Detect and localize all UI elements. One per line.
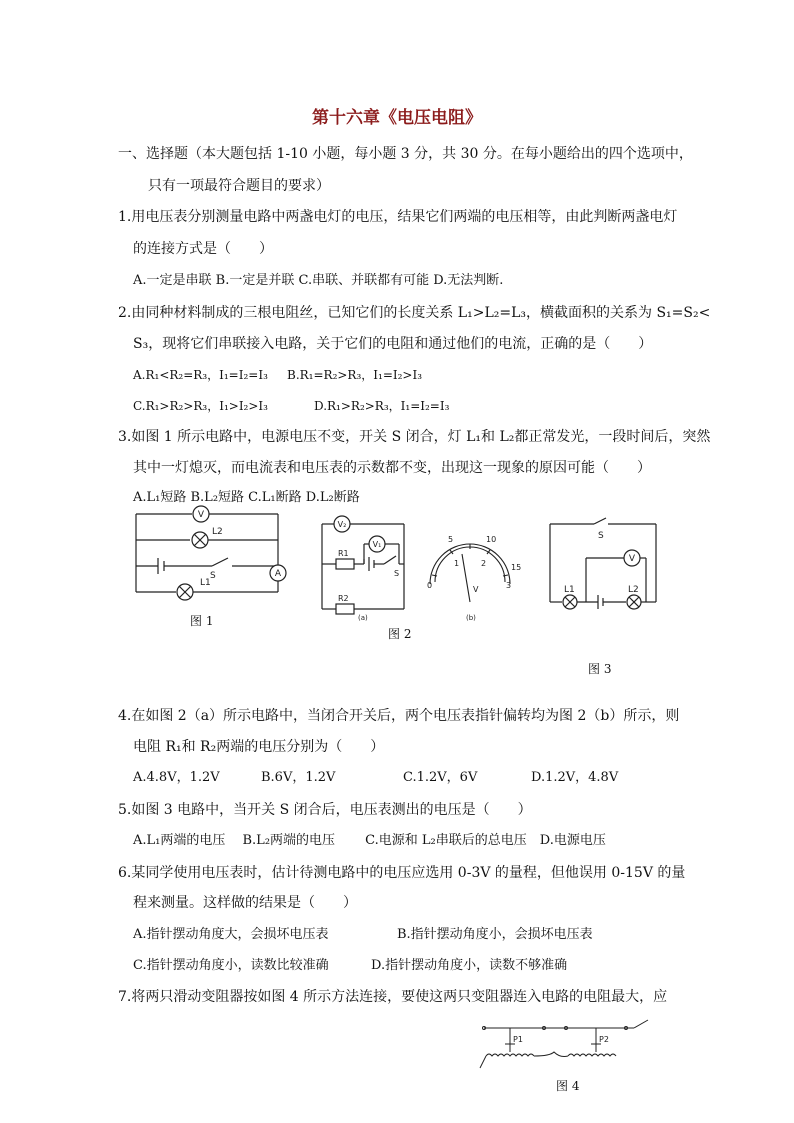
q4-stem-cont: 电阻 R₁和 R₂两端的电压分别为（ ） <box>133 739 385 755</box>
meter-bottom-label-0: 0 <box>427 581 433 590</box>
q2-stem: 2.由同种材料制成的三根电阻丝，已知它们的长度关系 L₁>L₂=L₃，横截面积的关系为 S₁=S₂< <box>118 305 711 321</box>
svg-text:R1: R1 <box>338 549 349 558</box>
svg-text:P2: P2 <box>599 1035 609 1044</box>
q6-option-d: D.指针摆动角度小，读数不够准确 <box>371 958 568 973</box>
svg-text:V: V <box>628 554 636 564</box>
meter-bottom-label-2: 2 <box>481 559 487 568</box>
q4-option-c: C.1.2V，6V <box>403 770 478 785</box>
figure-2b-voltmeter <box>418 530 522 622</box>
svg-text:P1: P1 <box>513 1035 523 1044</box>
figure-2b-label: (b) <box>466 614 476 622</box>
q4-option-d: D.1.2V，4.8V <box>531 770 619 785</box>
meter-bottom-label-3: 3 <box>506 581 512 590</box>
q1-stem-cont: 的连接方式是（ ） <box>133 241 273 257</box>
q5-options: A.L₁两端的电压 B.L₂两端的电压 C.电源和 L₂串联后的总电压 D.电源电压 <box>133 833 606 848</box>
figure-3-circuit <box>546 516 666 610</box>
q4-option-b: B.6V，1.2V <box>261 770 336 785</box>
q2-option-b: B.R₁=R₂>R₃，I₁=I₂>I₃ <box>287 368 423 382</box>
q1-stem: 1.用电压表分别测量电路中两盏电灯的电压，结果它们两端的电压相等，由此判断两盏电灯 <box>118 209 678 225</box>
figure-1-caption: 图 1 <box>190 614 214 628</box>
q6-stem-cont: 程来测量。这样做的结果是（ ） <box>133 895 357 911</box>
q6-option-b: B.指针摆动角度小，会损坏电压表 <box>397 927 593 942</box>
svg-text:L1: L1 <box>200 578 211 588</box>
q2-stem-cont: S₃，现将它们串联接入电路，关于它们的电阻和通过他们的电流，正确的是（ ） <box>133 336 653 352</box>
q2-option-d: D.R₁>R₂>R₃，I₁=I₂=I₃ <box>314 399 450 413</box>
page-title: 第十六章《电压电阻》 <box>312 108 482 128</box>
meter-top-label-10: 10 <box>486 535 497 544</box>
q1-options: A.一定是串联 B.一定是并联 C.串联、并联都有可能 D.无法判断. <box>133 273 504 288</box>
q4-stem: 4.在如图 2（a）所示电路中，当闭合开关后，两个电压表指针偏转均为图 2（b）所示，则 <box>118 708 680 724</box>
figure-2a-label: (a) <box>358 614 368 622</box>
svg-text:V: V <box>197 510 205 520</box>
q7-stem: 7.将两只滑动变阻器按如图 4 所示方法连接，要使这两只变阻器连入电路的电阻最大，应 <box>118 989 668 1005</box>
q6-stem: 6.某同学使用电压表时，估计待测电路中的电压应选用 0-3V 的量程，但他误用 0-15V 的量 <box>118 865 686 881</box>
svg-text:V₁: V₁ <box>372 540 382 549</box>
svg-text:S: S <box>598 531 604 541</box>
svg-text:S: S <box>394 569 400 578</box>
svg-text:S: S <box>210 571 216 581</box>
q3-stem-cont: 其中一灯熄灭，而电流表和电压表的示数都不变，出现这一现象的原因可能（ ） <box>133 460 651 476</box>
q5-stem: 5.如图 3 电路中，当开关 S 闭合后，电压表测出的电压是（ ） <box>118 802 532 818</box>
q6-option-c: C.指针摆动角度小，读数比较准确 <box>133 958 329 973</box>
meter-unit: V <box>473 585 479 594</box>
svg-text:L1: L1 <box>564 585 575 595</box>
svg-text:L2: L2 <box>628 585 639 595</box>
q2-option-c: C.R₁>R₂>R₃，I₁>I₂>I₃ <box>133 399 268 413</box>
figure-4-rheostats <box>476 1018 656 1074</box>
meter-top-label-5: 5 <box>448 535 454 544</box>
meter-top-label-15: 15 <box>511 563 522 572</box>
svg-text:V₂: V₂ <box>337 520 347 529</box>
figure-2a-circuit <box>314 512 414 622</box>
figure-2-caption: 图 2 <box>388 627 412 641</box>
q6-option-a: A.指针摆动角度大，会损坏电压表 <box>133 927 329 942</box>
svg-text:A: A <box>274 569 282 579</box>
figure-1-circuit <box>128 506 288 606</box>
svg-text:R2: R2 <box>338 594 349 603</box>
figure-3-caption: 图 3 <box>588 662 612 676</box>
q4-option-a: A.4.8V，1.2V <box>133 770 220 785</box>
meter-bottom-label-1: 1 <box>454 559 460 568</box>
section-heading: 一、选择题（本大题包括 1-10 小题，每小题 3 分，共 30 分。在每小题给出的四个选项中， <box>118 146 693 162</box>
svg-text:L2: L2 <box>212 527 223 537</box>
q2-option-a: A.R₁<R₂=R₃，I₁=I₂=I₃ <box>133 368 268 382</box>
q3-options: A.L₁短路 B.L₂短路 C.L₁断路 D.L₂断路 <box>133 490 360 505</box>
q3-stem: 3.如图 1 所示电路中，电源电压不变，开关 S 闭合，灯 L₁和 L₂都正常发光，一段时间后，突然 <box>118 429 711 445</box>
section-heading-cont: 只有一项最符合题目的要求） <box>148 178 330 194</box>
figure-4-caption: 图 4 <box>556 1079 580 1093</box>
